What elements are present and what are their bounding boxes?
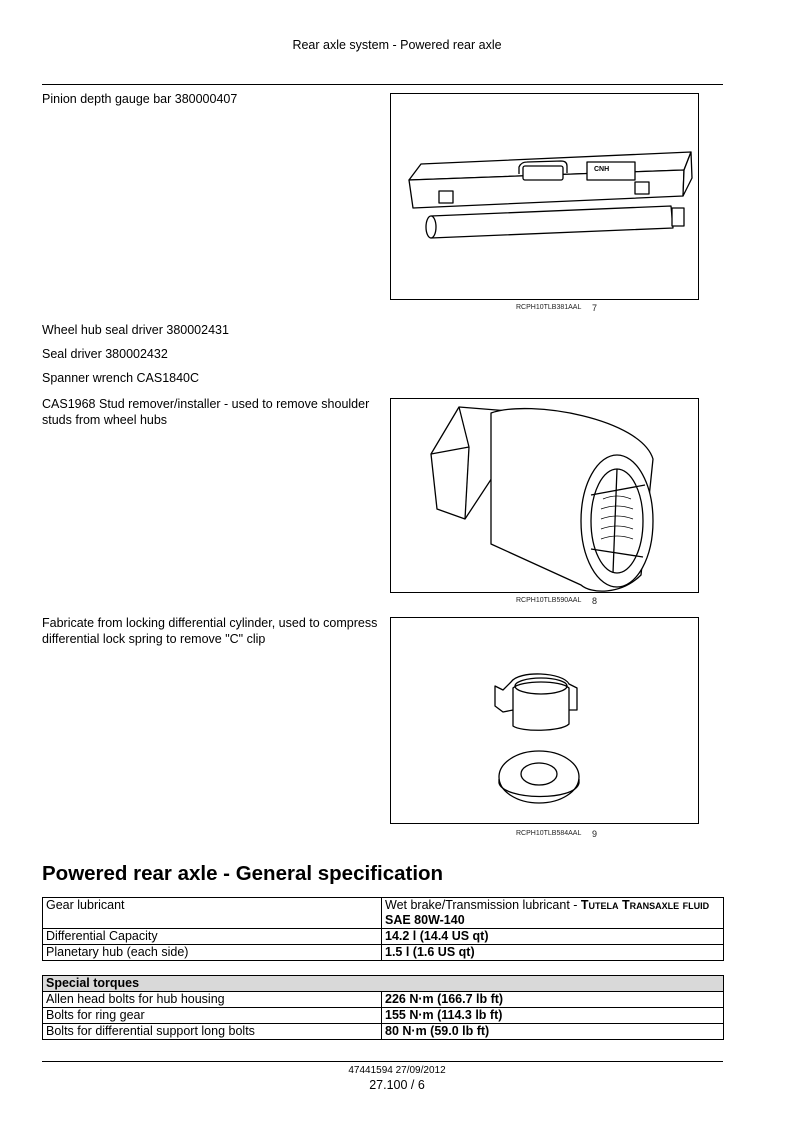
torque-table	[42, 975, 724, 1040]
tool-spanner-wrench: Spanner wrench CAS1840C	[42, 371, 200, 385]
spec-value-prefix: Wet brake/Transmission lubricant -	[385, 898, 581, 912]
figure-9-code: RCPH10TLB584AAL	[516, 830, 582, 837]
table-row	[43, 1024, 724, 1040]
header-rule	[42, 84, 723, 85]
spec-value-gear-lubricant	[382, 898, 724, 929]
section-title: Powered rear axle - General specification	[42, 862, 444, 885]
tool-pinion-gauge: Pinion depth gauge bar 380000407	[42, 92, 238, 106]
tool-hub-seal-driver: Wheel hub seal driver 380002431	[42, 323, 229, 337]
torque-label: Allen head bolts for hub housing	[43, 992, 382, 1008]
figure-8-code: RCPH10TLB590AAL	[516, 597, 582, 604]
table-row	[43, 898, 724, 929]
spec-label: Gear lubricant	[43, 898, 382, 929]
stud-remover-illustration	[391, 399, 698, 592]
torque-heading: Special torques	[43, 976, 724, 992]
tool-fabricated-cylinder: Fabricate from locking differential cylinder, used to compress differential lock spring to remove "C" clip	[42, 616, 378, 646]
tool-stud-remover: CAS1968 Stud remover/installer - used to remove shoulder studs from wheel hubs	[42, 397, 370, 427]
footer-rule	[42, 1061, 723, 1062]
torque-value: 155 N·m (114.3 lb ft)	[382, 1008, 724, 1024]
table-row	[43, 945, 724, 961]
spec-value: 1.5 l (1.6 US qt)	[382, 945, 724, 961]
c-clip-tool-illustration	[391, 618, 698, 823]
spec-value: 14.2 l (14.4 US qt)	[382, 929, 724, 945]
figure-8-number: 8	[592, 596, 598, 606]
torque-value: 226 N·m (166.7 lb ft)	[382, 992, 724, 1008]
figure-9-number: 9	[592, 829, 598, 839]
tool-seal-driver: Seal driver 380002432	[42, 347, 168, 361]
torque-value: 80 N·m (59.0 lb ft)	[382, 1024, 724, 1040]
spec-label: Differential Capacity	[43, 929, 382, 945]
table-row	[43, 992, 724, 1008]
figure-c-clip-tool	[390, 617, 699, 824]
figure-stud-remover	[390, 398, 699, 593]
page-header-title: Rear axle system - Powered rear axle	[292, 38, 502, 52]
gauge-bar-illustration	[391, 94, 698, 299]
footer-doc-id: 47441594 27/09/2012	[348, 1065, 446, 1076]
table-header-row	[43, 976, 724, 992]
table-row	[43, 1008, 724, 1024]
torque-label: Bolts for differential support long bolts	[43, 1024, 382, 1040]
cnh-logo-text: CNH	[594, 166, 610, 173]
footer-page-number: 27.100 / 6	[369, 1078, 425, 1092]
spec-value-grade: SAE 80W-140	[385, 913, 465, 927]
spec-value-brand: Tutela Transaxle fluid	[580, 898, 710, 912]
spec-label: Planetary hub (each side)	[43, 945, 382, 961]
spec-table	[42, 897, 724, 961]
table-row	[43, 929, 724, 945]
figure-pinion-gauge-bar	[390, 93, 699, 300]
figure-7-code: RCPH10TLB381AAL	[516, 304, 582, 311]
figure-7-number: 7	[592, 303, 598, 313]
torque-label: Bolts for ring gear	[43, 1008, 382, 1024]
